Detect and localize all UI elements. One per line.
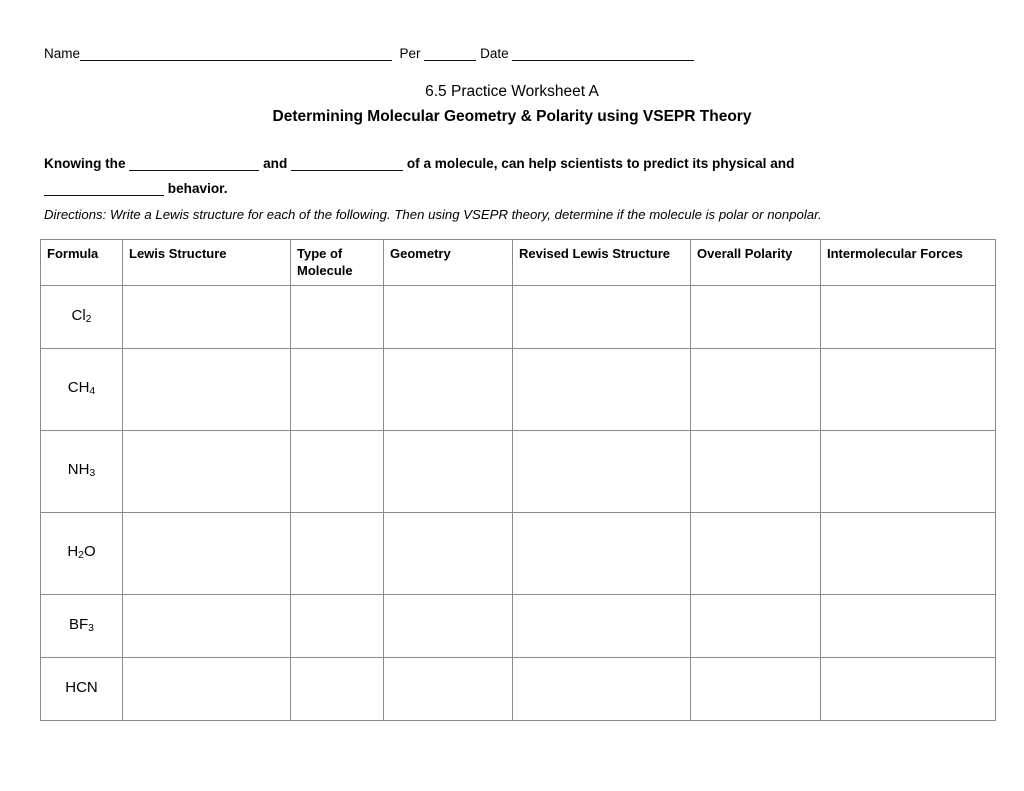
lewis-structure-cell[interactable] — [123, 349, 291, 431]
overall-polarity-cell[interactable] — [691, 595, 821, 658]
fill-in-conjunction: and — [263, 156, 288, 171]
lewis-structure-cell[interactable] — [123, 286, 291, 349]
formula-base: Cl — [71, 306, 86, 324]
worksheet-title: Determining Molecular Geometry & Polarity using VSEPR Theory — [272, 108, 752, 125]
type-of-molecule-cell[interactable] — [291, 513, 384, 595]
name-label: Name — [44, 46, 81, 61]
type-of-molecule-cell[interactable] — [291, 658, 384, 721]
type-of-molecule-cell[interactable] — [291, 595, 384, 658]
table-row — [41, 658, 996, 721]
student-info-line — [44, 45, 694, 63]
geometry-cell[interactable] — [384, 658, 513, 721]
lewis-structure-cell[interactable] — [123, 658, 291, 721]
formula-cell — [41, 595, 123, 658]
column-header-lewis-structure: Lewis Structure — [123, 240, 291, 286]
revised-lewis-structure-cell[interactable] — [513, 349, 691, 431]
lewis-structure-cell[interactable] — [123, 595, 291, 658]
table-body — [41, 286, 996, 721]
lewis-structure-cell[interactable] — [123, 513, 291, 595]
directions-text: Directions: Write a Lewis structure for each of the following. Then using VSEPR theory, determine if the molecule is polar or nonpolar. — [44, 207, 822, 222]
formula-cell — [41, 349, 123, 431]
overall-polarity-cell[interactable] — [691, 513, 821, 595]
formula-subscript: 3 — [88, 621, 94, 634]
fill-in-blank-2[interactable] — [291, 170, 403, 171]
revised-lewis-structure-cell[interactable] — [513, 595, 691, 658]
geometry-cell[interactable] — [384, 595, 513, 658]
fill-in-blank-1[interactable] — [129, 170, 259, 171]
intermolecular-forces-cell[interactable] — [821, 431, 996, 513]
formula-base: BF — [68, 615, 89, 633]
table-row — [41, 349, 996, 431]
fill-in-middle-text: of a molecule, can help scientists to predict its physical and — [406, 156, 795, 171]
revised-lewis-structure-cell[interactable] — [513, 431, 691, 513]
vsepr-worksheet-table — [40, 239, 996, 721]
type-of-molecule-cell[interactable] — [291, 349, 384, 431]
intermolecular-forces-cell[interactable] — [821, 286, 996, 349]
column-header-type-of-molecule: Type of Molecule — [291, 240, 384, 286]
date-blank[interactable] — [512, 60, 694, 61]
intermolecular-forces-cell[interactable] — [821, 658, 996, 721]
formula-base: H — [67, 543, 79, 560]
revised-lewis-structure-cell[interactable] — [513, 658, 691, 721]
period-blank[interactable] — [424, 60, 476, 61]
fill-in-the-blank-paragraph — [44, 151, 894, 201]
lewis-structure-cell[interactable] — [123, 431, 291, 513]
formula-subscript: 3 — [89, 467, 96, 479]
geometry-cell[interactable] — [384, 286, 513, 349]
formula-cell — [41, 658, 123, 721]
worksheet-number: 6.5 Practice Worksheet A — [425, 83, 599, 100]
geometry-cell[interactable] — [384, 513, 513, 595]
overall-polarity-cell[interactable] — [691, 349, 821, 431]
name-blank[interactable] — [80, 60, 392, 61]
table-row — [41, 286, 996, 349]
type-of-molecule-cell[interactable] — [291, 286, 384, 349]
overall-polarity-cell[interactable] — [691, 658, 821, 721]
intermolecular-forces-cell[interactable] — [821, 349, 996, 431]
formula-base: HCN — [65, 678, 98, 696]
formula-tail: O — [84, 543, 96, 560]
table-row — [41, 513, 996, 595]
date-label: Date — [480, 46, 509, 61]
table-row — [41, 595, 996, 658]
column-header-revised-lewis-structure: Revised Lewis Structure — [513, 240, 691, 286]
revised-lewis-structure-cell[interactable] — [513, 286, 691, 349]
overall-polarity-cell[interactable] — [691, 431, 821, 513]
column-header-geometry: Geometry — [384, 240, 513, 286]
formula-base: CH — [67, 379, 90, 396]
formula-base: NH — [67, 461, 90, 478]
table-header-row — [41, 240, 996, 286]
intermolecular-forces-cell[interactable] — [821, 513, 996, 595]
table-row — [41, 431, 996, 513]
column-header-intermolecular-forces: Intermolecular Forces — [821, 240, 996, 286]
formula-subscript: 2 — [78, 549, 84, 561]
type-of-molecule-cell[interactable] — [291, 431, 384, 513]
geometry-cell[interactable] — [384, 431, 513, 513]
period-label: Per — [399, 46, 421, 61]
formula-subscript: 2 — [85, 312, 92, 325]
geometry-cell[interactable] — [384, 349, 513, 431]
formula-cell — [41, 431, 123, 513]
column-header-formula: Formula — [41, 240, 123, 286]
overall-polarity-cell[interactable] — [691, 286, 821, 349]
formula-cell — [41, 286, 123, 349]
formula-cell — [41, 513, 123, 595]
intermolecular-forces-cell[interactable] — [821, 595, 996, 658]
fill-in-blank-3[interactable] — [44, 195, 164, 196]
column-header-overall-polarity: Overall Polarity — [691, 240, 821, 286]
revised-lewis-structure-cell[interactable] — [513, 513, 691, 595]
fill-in-end-text: behavior. — [167, 181, 228, 196]
fill-in-lead-text: Knowing the — [44, 156, 126, 171]
formula-subscript: 4 — [89, 385, 96, 397]
